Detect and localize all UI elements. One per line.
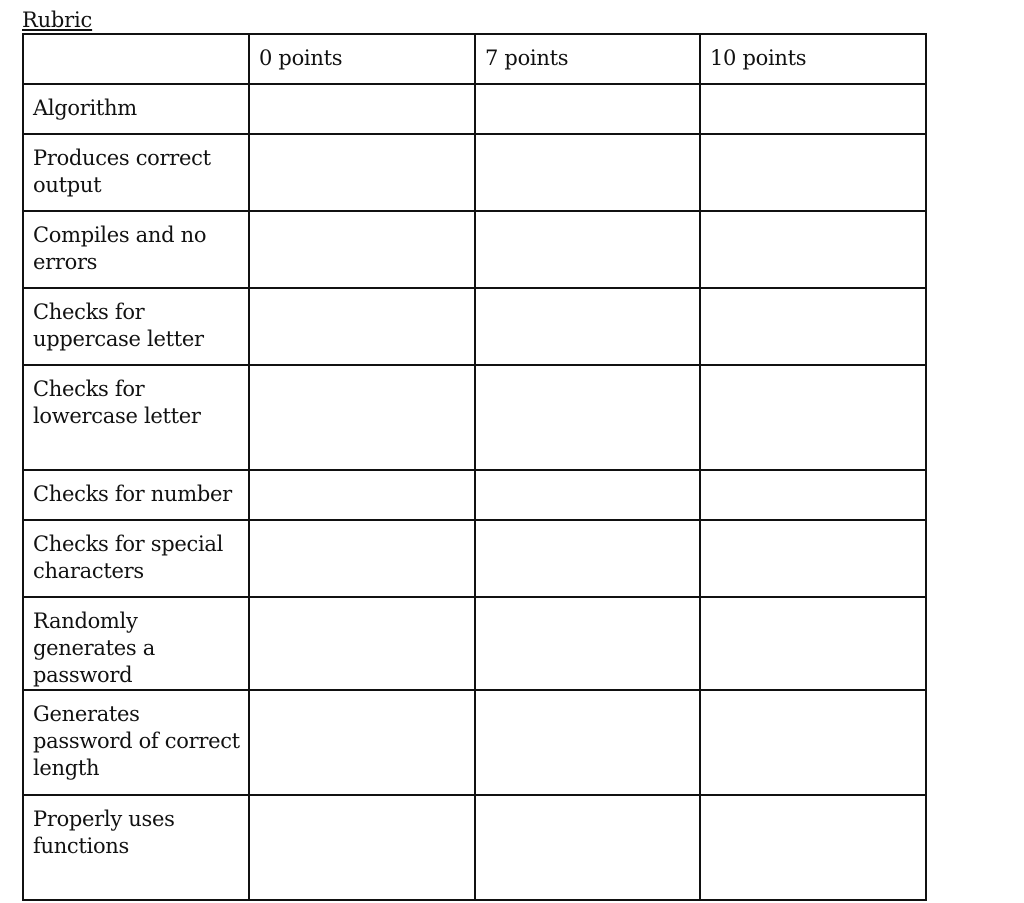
score-cell[interactable] (475, 470, 700, 520)
table-row (23, 597, 926, 690)
table-row (23, 211, 926, 288)
page-title: Rubric (22, 8, 93, 32)
criterion-cell: Compiles and no errors (23, 211, 249, 288)
header-cell-10-points: 10 points (700, 34, 926, 84)
score-cell[interactable] (700, 365, 926, 470)
table-row (23, 134, 926, 211)
score-cell[interactable] (700, 795, 926, 900)
rubric-table (22, 33, 927, 901)
score-cell[interactable] (475, 134, 700, 211)
score-cell[interactable] (249, 470, 475, 520)
score-cell[interactable] (700, 84, 926, 134)
score-cell[interactable] (249, 211, 475, 288)
criterion-cell: Checks for lowercase letter (23, 365, 249, 470)
criterion-cell: Generates password of correct length (23, 690, 249, 795)
criterion-cell: Checks for uppercase letter (23, 288, 249, 365)
score-cell[interactable] (475, 211, 700, 288)
table-row (23, 795, 926, 900)
score-cell[interactable] (475, 288, 700, 365)
score-cell[interactable] (249, 134, 475, 211)
score-cell[interactable] (700, 134, 926, 211)
header-cell-0-points: 0 points (249, 34, 475, 84)
table-row (23, 470, 926, 520)
score-cell[interactable] (475, 365, 700, 470)
score-cell[interactable] (475, 520, 700, 597)
header-cell-criterion (23, 34, 249, 84)
score-cell[interactable] (700, 288, 926, 365)
table-row (23, 84, 926, 134)
criterion-cell: Properly uses functions (23, 795, 249, 900)
header-cell-7-points: 7 points (475, 34, 700, 84)
score-cell[interactable] (249, 520, 475, 597)
score-cell[interactable] (475, 84, 700, 134)
score-cell[interactable] (475, 690, 700, 795)
table-row (23, 520, 926, 597)
score-cell[interactable] (700, 470, 926, 520)
score-cell[interactable] (249, 795, 475, 900)
score-cell[interactable] (249, 288, 475, 365)
score-cell[interactable] (249, 84, 475, 134)
score-cell[interactable] (249, 365, 475, 470)
criterion-cell: Randomly generates a password (23, 597, 249, 690)
score-cell[interactable] (700, 520, 926, 597)
criterion-cell: Checks for number (23, 470, 249, 520)
score-cell[interactable] (475, 795, 700, 900)
table-row (23, 365, 926, 470)
score-cell[interactable] (249, 597, 475, 690)
score-cell[interactable] (475, 597, 700, 690)
table-header-row (23, 34, 926, 84)
score-cell[interactable] (700, 597, 926, 690)
criterion-cell: Algorithm (23, 84, 249, 134)
table-row (23, 690, 926, 795)
score-cell[interactable] (700, 690, 926, 795)
score-cell[interactable] (249, 690, 475, 795)
criterion-cell: Produces correct output (23, 134, 249, 211)
criterion-cell: Checks for special characters (23, 520, 249, 597)
score-cell[interactable] (700, 211, 926, 288)
table-row (23, 288, 926, 365)
